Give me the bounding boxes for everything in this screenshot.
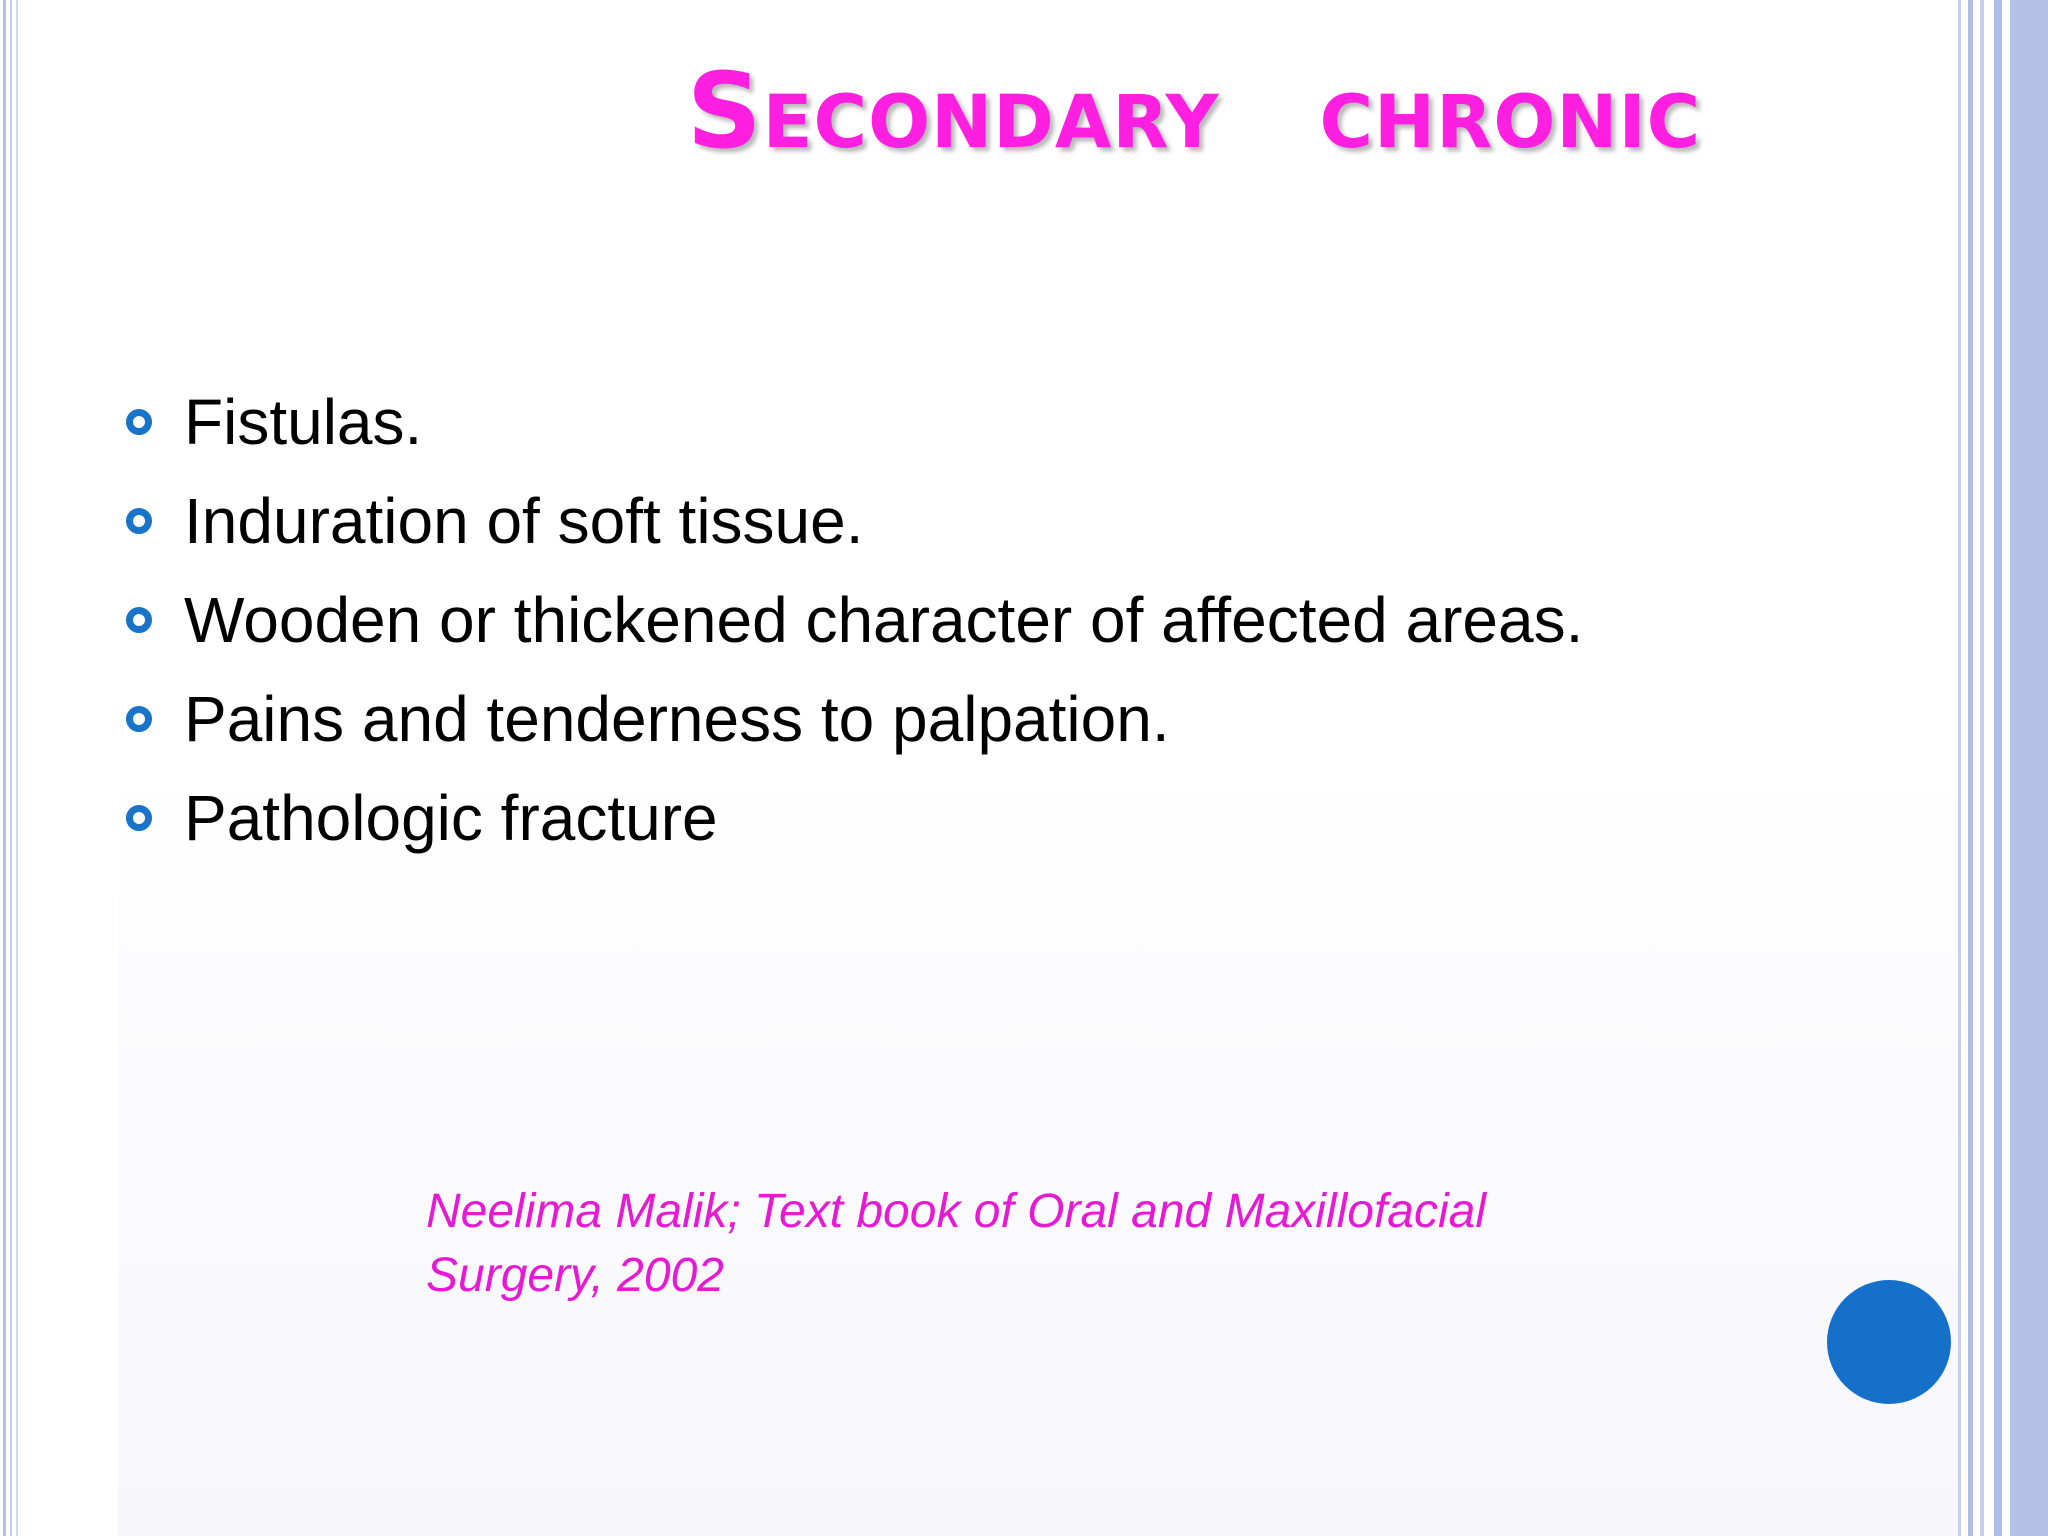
right-border-decoration	[1958, 0, 2048, 1536]
hollow-circle-bullet-icon	[126, 706, 152, 732]
bullet-item	[126, 570, 1926, 669]
slide-title	[0, 50, 2048, 170]
filled-circle-decoration	[1827, 1280, 1951, 1404]
hollow-circle-bullet-icon	[126, 607, 152, 633]
bullet-item	[126, 669, 1926, 768]
bullet-item	[126, 768, 1926, 867]
bullet-text: Fistulas.	[184, 385, 423, 458]
citation-line-2: Surgery, 2002	[426, 1249, 724, 1302]
bullet-text: Wooden or thickened character of affected areas.	[184, 583, 1584, 656]
bullet-list	[126, 372, 1926, 867]
title-word-chronic: chronic	[1319, 50, 1702, 172]
content-background	[118, 770, 1958, 1536]
bullet-item	[126, 372, 1926, 471]
bullet-text: Induration of soft tissue.	[184, 484, 864, 557]
hollow-circle-bullet-icon	[126, 508, 152, 534]
bullet-item	[126, 471, 1926, 570]
hollow-circle-bullet-icon	[126, 805, 152, 831]
hollow-circle-bullet-icon	[126, 409, 152, 435]
citation	[426, 1180, 1626, 1308]
bullet-text: Pains and tenderness to palpation.	[184, 682, 1170, 755]
bullet-text: Pathologic fracture	[184, 781, 718, 854]
left-border-decoration	[0, 0, 22, 1536]
title-word-secondary: Secondary	[686, 50, 1220, 172]
citation-line-1: Neelima Malik; Text book of Oral and Maxillofacial	[426, 1185, 1487, 1238]
